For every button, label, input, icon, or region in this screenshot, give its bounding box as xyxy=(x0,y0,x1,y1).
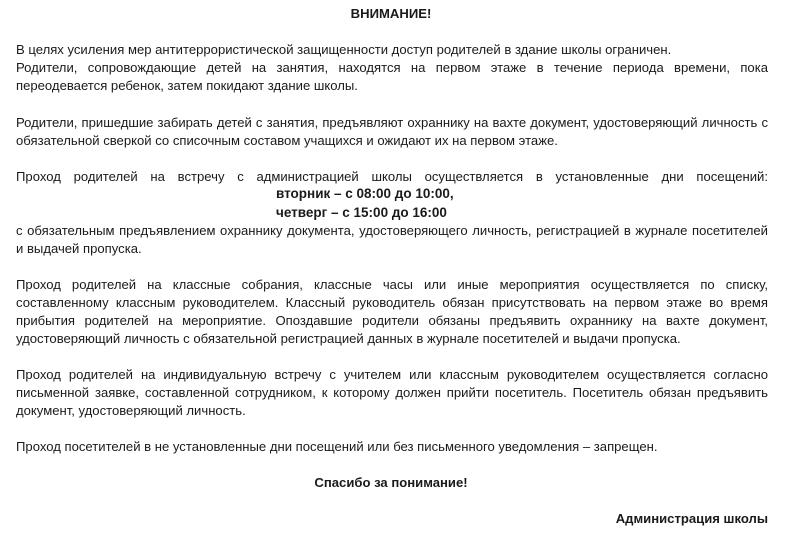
schedule-thursday: четверг – с 15:00 до 16:00 xyxy=(276,205,447,220)
paragraph-pickup: Родители, пришедшие забирать детей с занятия, предъявляют охраннику на вахте документ, удостоверяющий личность с обязательной сверкой со списочным составом учащихся и ожидают их на первом этаже. xyxy=(16,115,768,148)
paragraph-access-restriction-line2: Родители, сопровождающие детей на занятия, находятся на первом этаже в течение периода времени, пока переодевается ребенок, затем покидают здание школы. xyxy=(16,60,768,93)
signature-text: Администрация школы xyxy=(615,511,768,526)
paragraph-administration-outro: с обязательным предъявлением охраннику документа, удостоверяющего личность, регистрацией в журнале посетителей и выдачей пропуска. xyxy=(16,223,768,256)
thanks-text: Спасибо за понимание! xyxy=(314,475,468,490)
paragraph-administration-intro: Проход родителей на встречу с администрацией школы осуществляется в установленные дни посещений: xyxy=(16,169,768,184)
paragraph-access-restriction xyxy=(16,41,768,95)
paragraph-access-restriction-line1: В целях усиления мер антитеррористической защищенности доступ родителей в здание школы ограничен. xyxy=(16,42,672,57)
notice-title: ВНИМАНИЕ! xyxy=(350,6,432,21)
schedule-tuesday: вторник – с 08:00 до 10:00, xyxy=(276,186,454,201)
paragraph-prohibition: Проход посетителей в не установленные дни посещений или без письменного уведомления – запрещен. xyxy=(16,439,658,454)
paragraph-individual-meeting: Проход родителей на индивидуальную встречу с учителем или классным руководителем осуществляется согласно письменной заявке, составленной сотрудником, к которому должен прийти посетитель. Посетитель обязан предъявить документ, удостоверяющий личность. xyxy=(16,367,768,418)
paragraph-meetings: Проход родителей на классные собрания, классные часы или иные мероприятия осуществляется по списку, составленному классным руководителем. Классный руководитель обязан присутствовать на первом этаже во время прибытия родителей на мероприятие. Опоздавшие родители обязаны предъявить охраннику на вахте документ, удостоверяющий личность с обязательной регистрацией данных в журнале посетителей и выдачи пропуска. xyxy=(16,277,768,346)
